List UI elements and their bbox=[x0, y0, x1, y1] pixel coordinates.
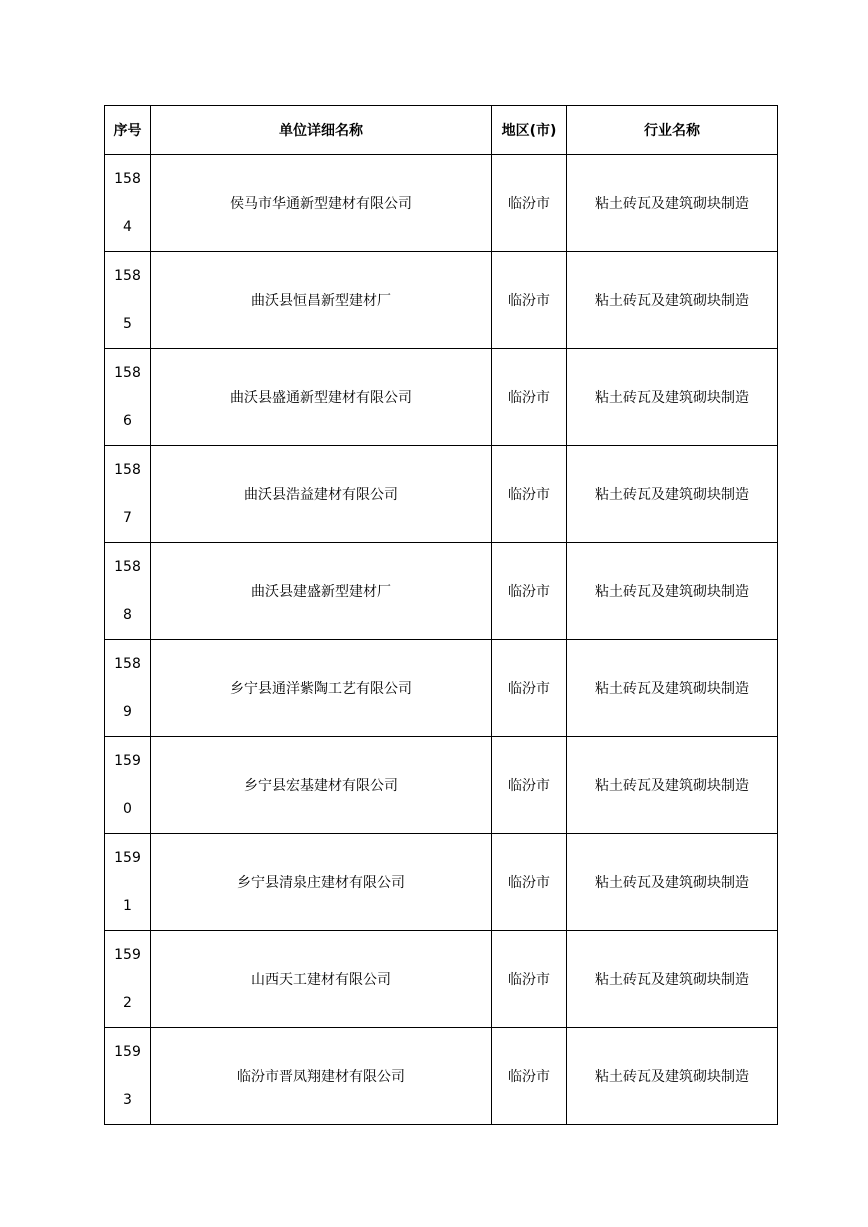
seq-number: 1587 bbox=[114, 462, 141, 526]
cell-industry: 粘土砖瓦及建筑砌块制造 bbox=[567, 737, 778, 834]
cell-seq bbox=[105, 252, 151, 349]
seq-number: 1592 bbox=[114, 947, 141, 1011]
cell-seq bbox=[105, 737, 151, 834]
cell-industry: 粘土砖瓦及建筑砌块制造 bbox=[567, 640, 778, 737]
cell-industry: 粘土砖瓦及建筑砌块制造 bbox=[567, 834, 778, 931]
table-row bbox=[105, 252, 778, 349]
table-header-row bbox=[105, 106, 778, 155]
cell-unit-name: 曲沃县建盛新型建材厂 bbox=[151, 543, 492, 640]
cell-region: 临汾市 bbox=[492, 1028, 567, 1125]
seq-number: 1584 bbox=[114, 171, 141, 235]
cell-region: 临汾市 bbox=[492, 446, 567, 543]
cell-seq bbox=[105, 446, 151, 543]
seq-number: 1585 bbox=[114, 268, 141, 332]
table-row bbox=[105, 640, 778, 737]
cell-unit-name: 乡宁县通洋紫陶工艺有限公司 bbox=[151, 640, 492, 737]
cell-industry: 粘土砖瓦及建筑砌块制造 bbox=[567, 155, 778, 252]
cell-unit-name: 曲沃县恒昌新型建材厂 bbox=[151, 252, 492, 349]
cell-industry: 粘土砖瓦及建筑砌块制造 bbox=[567, 446, 778, 543]
seq-number: 1591 bbox=[114, 850, 141, 914]
cell-seq bbox=[105, 543, 151, 640]
cell-unit-name: 曲沃县盛通新型建材有限公司 bbox=[151, 349, 492, 446]
seq-number: 1593 bbox=[114, 1044, 141, 1108]
cell-region: 临汾市 bbox=[492, 737, 567, 834]
cell-unit-name: 乡宁县清泉庄建材有限公司 bbox=[151, 834, 492, 931]
table-row bbox=[105, 931, 778, 1028]
cell-industry: 粘土砖瓦及建筑砌块制造 bbox=[567, 349, 778, 446]
table-row bbox=[105, 1028, 778, 1125]
header-industry: 行业名称 bbox=[567, 106, 778, 155]
cell-industry: 粘土砖瓦及建筑砌块制造 bbox=[567, 931, 778, 1028]
cell-industry: 粘土砖瓦及建筑砌块制造 bbox=[567, 1028, 778, 1125]
seq-number: 1586 bbox=[114, 365, 141, 429]
table-row bbox=[105, 543, 778, 640]
seq-number: 1590 bbox=[114, 753, 141, 817]
header-region: 地区(市) bbox=[492, 106, 567, 155]
cell-region: 临汾市 bbox=[492, 252, 567, 349]
table-row bbox=[105, 349, 778, 446]
table-row bbox=[105, 834, 778, 931]
cell-seq bbox=[105, 1028, 151, 1125]
cell-seq bbox=[105, 155, 151, 252]
cell-region: 临汾市 bbox=[492, 543, 567, 640]
cell-unit-name: 曲沃县浩益建材有限公司 bbox=[151, 446, 492, 543]
cell-region: 临汾市 bbox=[492, 155, 567, 252]
table-row bbox=[105, 155, 778, 252]
cell-unit-name: 侯马市华通新型建材有限公司 bbox=[151, 155, 492, 252]
seq-number: 1588 bbox=[114, 559, 141, 623]
cell-industry: 粘土砖瓦及建筑砌块制造 bbox=[567, 252, 778, 349]
seq-number: 1589 bbox=[114, 656, 141, 720]
cell-seq bbox=[105, 931, 151, 1028]
header-unit-name: 单位详细名称 bbox=[151, 106, 492, 155]
cell-unit-name: 乡宁县宏基建材有限公司 bbox=[151, 737, 492, 834]
cell-seq bbox=[105, 349, 151, 446]
cell-unit-name: 山西天工建材有限公司 bbox=[151, 931, 492, 1028]
header-seq: 序号 bbox=[105, 106, 151, 155]
table-row bbox=[105, 737, 778, 834]
cell-region: 临汾市 bbox=[492, 640, 567, 737]
cell-unit-name: 临汾市晋凤翔建材有限公司 bbox=[151, 1028, 492, 1125]
cell-region: 临汾市 bbox=[492, 349, 567, 446]
cell-region: 临汾市 bbox=[492, 834, 567, 931]
cell-seq bbox=[105, 834, 151, 931]
cell-industry: 粘土砖瓦及建筑砌块制造 bbox=[567, 543, 778, 640]
enterprise-table bbox=[104, 105, 778, 1125]
table-row bbox=[105, 446, 778, 543]
cell-region: 临汾市 bbox=[492, 931, 567, 1028]
cell-seq bbox=[105, 640, 151, 737]
